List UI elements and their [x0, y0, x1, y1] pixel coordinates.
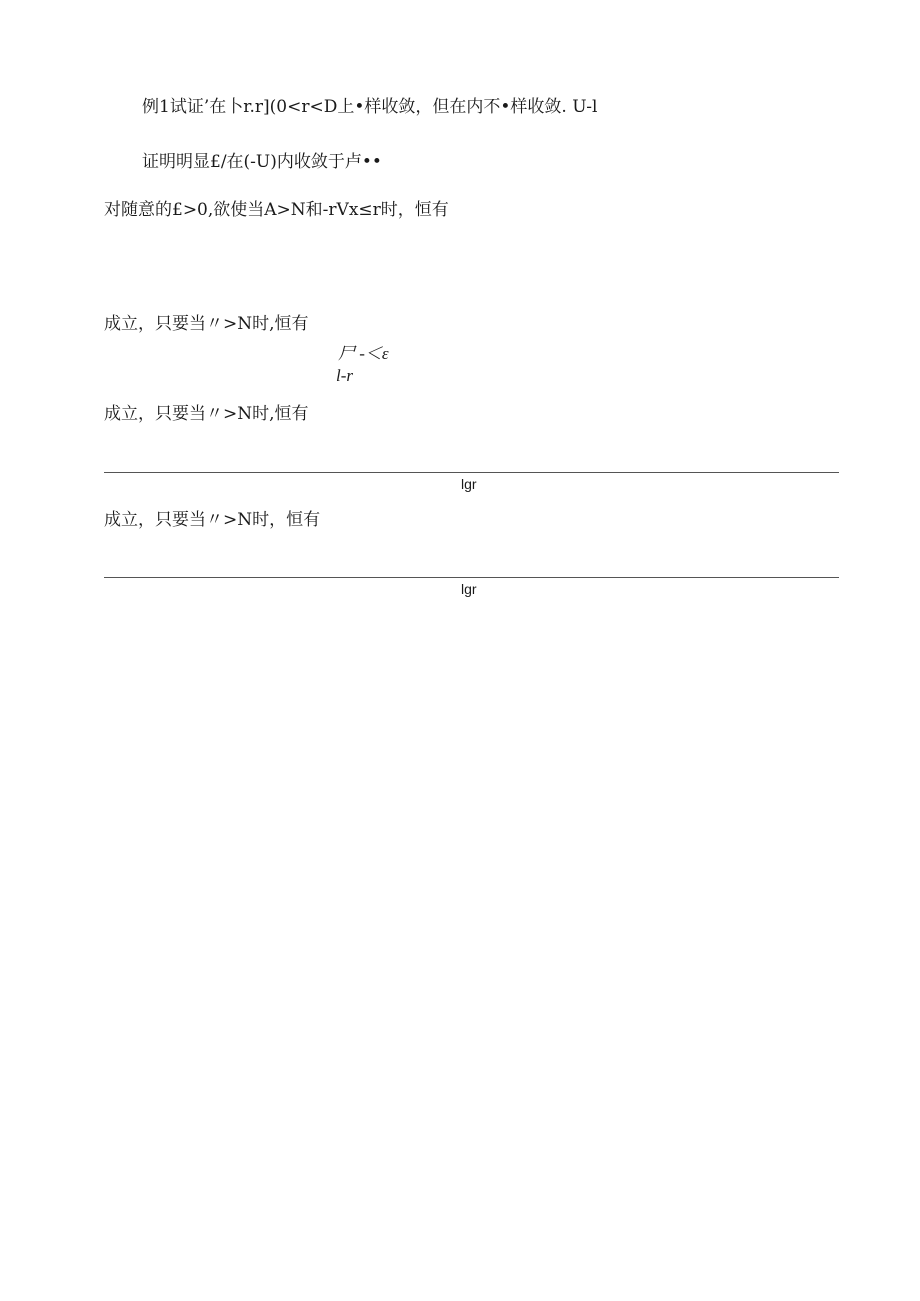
fraction-rule-1 — [104, 472, 839, 473]
formula-numerator: 尸 -＜ε — [338, 344, 389, 363]
condition-line-3: 成立，只要当〃>N时，恒有 — [104, 510, 321, 530]
fraction-rule-2 — [104, 577, 839, 578]
proof-intro: 证明明显£/在(-U)内收敛于卢•• — [142, 152, 382, 172]
condition-line-1: 成立，只要当〃>N时,恒有 — [104, 314, 309, 334]
rule-label-2: lgr — [461, 581, 477, 597]
condition-line-2: 成立，只要当〃>N时,恒有 — [104, 404, 309, 424]
epsilon-condition-line: 对随意的£>0,欲使当A>N和-rVx≤r时，恒有 — [104, 200, 449, 220]
rule-label-1: lgr — [461, 476, 477, 492]
formula-denominator: l-r — [336, 366, 353, 385]
example-statement: 例1试证’在卜r.r](0<r<D上•样收敛，但在内不•样收敛. U-l — [142, 97, 598, 117]
